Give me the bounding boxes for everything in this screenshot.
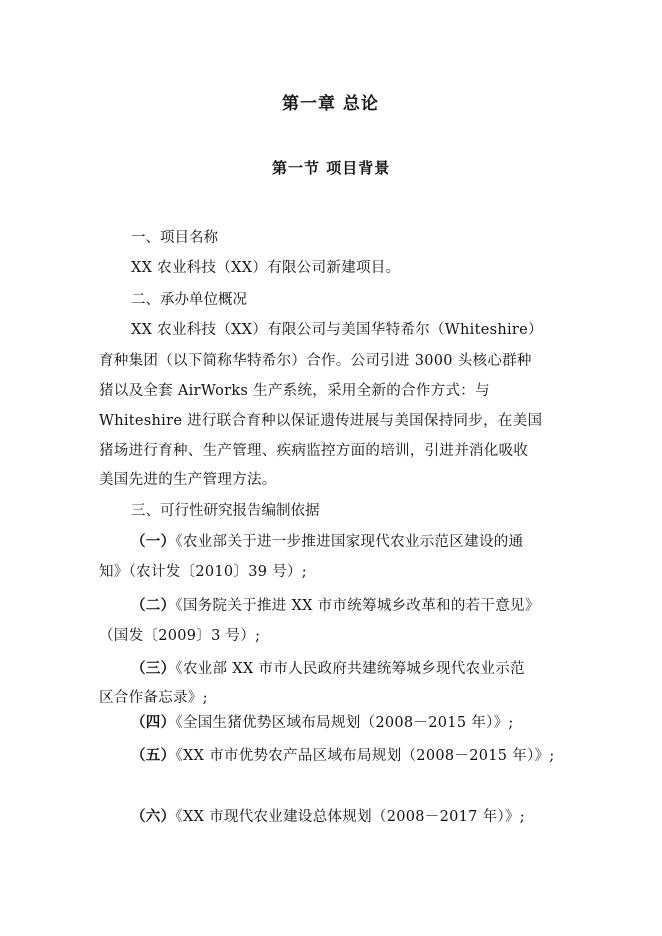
chapter-title: 第一章 总论 [282,94,379,114]
reference-1-continued: 知》（农计发〔2010〕39 号）; [99,564,307,580]
reference-label: （五） [131,747,176,764]
reference-label: （三） [131,660,176,677]
reference-label: （一） [131,533,176,550]
reference-text: 《全国生猪优势区域布局规划（2008－2015 年）》; [175,715,514,731]
reference-text: 《农业部关于进一步推进国家现代农业示范区建设的通 [175,534,524,550]
reference-label: （四） [131,714,176,731]
reference-label: （六） [131,808,176,825]
organizer-line-2: 育种集团（以下简称华特希尔）合作。公司引进 3000 头核心群种 [99,353,532,369]
reference-3-continued: 区合作备忘录》; [99,690,208,706]
reference-text: 《XX 市市优势农产品区域布局规划（2008－2015 年）》; [175,748,555,764]
organizer-line-3: 猪以及全套 AirWorks 生产系统，采用全新的合作方式：与 [99,383,490,399]
heading-organizer: 二、承办单位概况 [131,292,247,308]
reference-text: 《农业部 XX 市市人民政府共建统筹城乡现代农业示范 [175,661,525,677]
section-title: 第一节 项目背景 [272,159,391,177]
organizer-line-4: Whiteshire 进行联合育种以保证遗传进展与美国保持同步，在美国 [99,413,543,429]
reference-3 [131,657,525,678]
organizer-line-5: 猪场进行育种、生产管理、疾病监控方面的培训，引进并消化吸收 [99,443,529,459]
project-name-text: XX 农业科技（XX）有限公司新建项目。 [131,260,401,276]
reference-text: 《XX 市现代农业建设总体规划（2008－2017 年）》; [175,809,525,825]
reference-2-continued: （国发〔2009〕3 号）; [99,628,261,644]
reference-6 [131,805,525,826]
organizer-line-1: XX 农业科技（XX）有限公司与美国华特希尔（Whiteshire） [131,322,543,338]
heading-project-name: 一、项目名称 [131,230,218,246]
reference-1 [131,530,523,551]
reference-text: 《国务院关于推进 XX 市市统筹城乡改革和的若干意见》 [175,598,540,614]
organizer-line-6: 美国先进的生产管理方法。 [99,472,277,488]
reference-4 [131,711,514,732]
reference-5 [131,744,555,765]
reference-label: （二） [131,597,176,614]
reference-2 [131,594,540,615]
heading-basis: 三、可行性研究报告编制依据 [131,503,320,519]
